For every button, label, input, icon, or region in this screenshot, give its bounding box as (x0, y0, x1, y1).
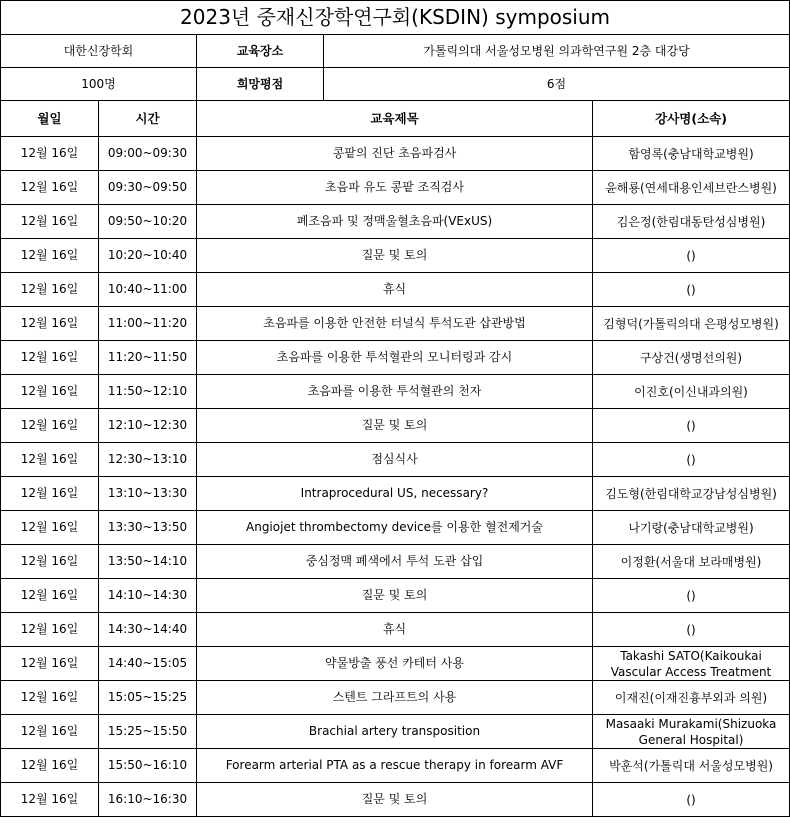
table-row (1, 137, 790, 171)
row-speaker: 김형덕(가톨릭의대 은평성모병원) (593, 307, 790, 341)
info-row-venue (1, 35, 790, 68)
row-date: 12월 16일 (1, 715, 99, 749)
row-time: 09:00~09:30 (99, 137, 197, 171)
row-date: 12월 16일 (1, 375, 99, 409)
row-topic: 휴식 (197, 613, 593, 647)
row-topic: Brachial artery transposition (197, 715, 593, 749)
row-speaker: 이정환(서울대 보라매병원) (593, 545, 790, 579)
header-topic: 교육제목 (197, 101, 593, 137)
row-speaker: 나기랑(충남대학교병원) (593, 511, 790, 545)
table-row (1, 409, 790, 443)
row-date: 12월 16일 (1, 137, 99, 171)
table-row (1, 375, 790, 409)
row-time: 10:20~10:40 (99, 239, 197, 273)
row-date: 12월 16일 (1, 613, 99, 647)
row-speaker: Masaaki Murakami(Shizuoka General Hospital) (593, 715, 790, 749)
header-time: 시간 (99, 101, 197, 137)
row-topic: 질문 및 토의 (197, 579, 593, 613)
row-time: 14:30~14:40 (99, 613, 197, 647)
row-speaker: () (593, 783, 790, 817)
row-speaker: () (593, 409, 790, 443)
row-topic: 점심식사 (197, 443, 593, 477)
row-time: 11:50~12:10 (99, 375, 197, 409)
row-time: 09:50~10:20 (99, 205, 197, 239)
row-speaker: 김도형(한림대학교강남성심병원) (593, 477, 790, 511)
score-label: 희망평점 (197, 68, 324, 101)
row-topic: 질문 및 토의 (197, 409, 593, 443)
row-speaker: 이진호(이신내과의원) (593, 375, 790, 409)
table-row (1, 783, 790, 817)
table-row (1, 477, 790, 511)
table-row (1, 647, 790, 681)
table-row (1, 681, 790, 715)
row-time: 14:10~14:30 (99, 579, 197, 613)
row-topic: 초음파를 이용한 투석혈관의 천자 (197, 375, 593, 409)
row-speaker: 윤해룡(연세대용인세브란스병원) (593, 171, 790, 205)
table-header-row (1, 101, 790, 137)
row-topic: 콩팥의 진단 초음파검사 (197, 137, 593, 171)
row-date: 12월 16일 (1, 647, 99, 681)
row-speaker: () (593, 273, 790, 307)
table-row (1, 613, 790, 647)
row-topic: 약물방출 풍선 카테터 사용 (197, 647, 593, 681)
row-topic: 폐조음파 및 정맥울혈초음파(VExUS) (197, 205, 593, 239)
info-row-score (1, 68, 790, 101)
row-date: 12월 16일 (1, 239, 99, 273)
row-date: 12월 16일 (1, 307, 99, 341)
row-date: 12월 16일 (1, 545, 99, 579)
table-row (1, 511, 790, 545)
row-speaker: 구상건(생명선의원) (593, 341, 790, 375)
row-time: 15:50~16:10 (99, 749, 197, 783)
row-date: 12월 16일 (1, 579, 99, 613)
row-time: 15:05~15:25 (99, 681, 197, 715)
table-row (1, 205, 790, 239)
row-topic: 휴식 (197, 273, 593, 307)
row-time: 13:30~13:50 (99, 511, 197, 545)
row-date: 12월 16일 (1, 273, 99, 307)
venue-label: 교육장소 (197, 35, 324, 68)
row-date: 12월 16일 (1, 681, 99, 715)
row-topic: Intraprocedural US, necessary? (197, 477, 593, 511)
capacity-value: 100명 (1, 68, 197, 101)
venue-value: 가톨릭의대 서울성모병원 의과학연구원 2층 대강당 (324, 35, 790, 68)
header-speaker: 강사명(소속) (593, 101, 790, 137)
row-time: 11:20~11:50 (99, 341, 197, 375)
table-row (1, 579, 790, 613)
row-topic: 초음파 유도 콩팥 조직검사 (197, 171, 593, 205)
table-row (1, 443, 790, 477)
page-title: 2023년 중재신장학연구회(KSDIN) symposium (1, 1, 790, 35)
header-date: 월일 (1, 101, 99, 137)
row-speaker: () (593, 239, 790, 273)
row-topic: 질문 및 토의 (197, 239, 593, 273)
row-date: 12월 16일 (1, 783, 99, 817)
table-row (1, 545, 790, 579)
table-row (1, 273, 790, 307)
row-time: 11:00~11:20 (99, 307, 197, 341)
table-row (1, 749, 790, 783)
row-speaker: () (593, 579, 790, 613)
title-row (1, 1, 790, 35)
organizer-value: 대한신장학회 (1, 35, 197, 68)
row-topic: 초음파를 이용한 안전한 터널식 투석도관 삽관방법 (197, 307, 593, 341)
row-time: 14:40~15:05 (99, 647, 197, 681)
row-time: 12:10~12:30 (99, 409, 197, 443)
table-row (1, 307, 790, 341)
row-speaker: 함영록(충남대학교병원) (593, 137, 790, 171)
row-time: 13:50~14:10 (99, 545, 197, 579)
row-time: 12:30~13:10 (99, 443, 197, 477)
row-date: 12월 16일 (1, 749, 99, 783)
row-date: 12월 16일 (1, 171, 99, 205)
row-time: 13:10~13:30 (99, 477, 197, 511)
row-time: 09:30~09:50 (99, 171, 197, 205)
row-topic: Forearm arterial PTA as a rescue therapy in forearm AVF (197, 749, 593, 783)
row-topic: 스텐트 그라프트의 사용 (197, 681, 593, 715)
row-date: 12월 16일 (1, 341, 99, 375)
row-time: 15:25~15:50 (99, 715, 197, 749)
row-speaker: 이재진(이재진흉부외과 의원) (593, 681, 790, 715)
row-date: 12월 16일 (1, 511, 99, 545)
row-date: 12월 16일 (1, 409, 99, 443)
row-speaker: () (593, 613, 790, 647)
row-time: 16:10~16:30 (99, 783, 197, 817)
table-row (1, 341, 790, 375)
table-row (1, 715, 790, 749)
row-speaker: 박훈석(가톨릭대 서울성모병원) (593, 749, 790, 783)
row-topic: 초음파를 이용한 투석혈관의 모니터링과 감시 (197, 341, 593, 375)
row-time: 10:40~11:00 (99, 273, 197, 307)
table-row (1, 171, 790, 205)
table-row (1, 239, 790, 273)
row-topic: 중심정맥 폐색에서 투석 도관 삽입 (197, 545, 593, 579)
row-speaker: 김은정(한림대동탄성심병원) (593, 205, 790, 239)
row-date: 12월 16일 (1, 205, 99, 239)
row-date: 12월 16일 (1, 443, 99, 477)
row-date: 12월 16일 (1, 477, 99, 511)
row-speaker: () (593, 443, 790, 477)
row-topic: 질문 및 토의 (197, 783, 593, 817)
row-topic: Angiojet thrombectomy device를 이용한 혈전제거술 (197, 511, 593, 545)
row-speaker: Takashi SATO(Kaikoukai Vascular Access Treatment (593, 647, 790, 681)
score-value: 6점 (324, 68, 790, 101)
